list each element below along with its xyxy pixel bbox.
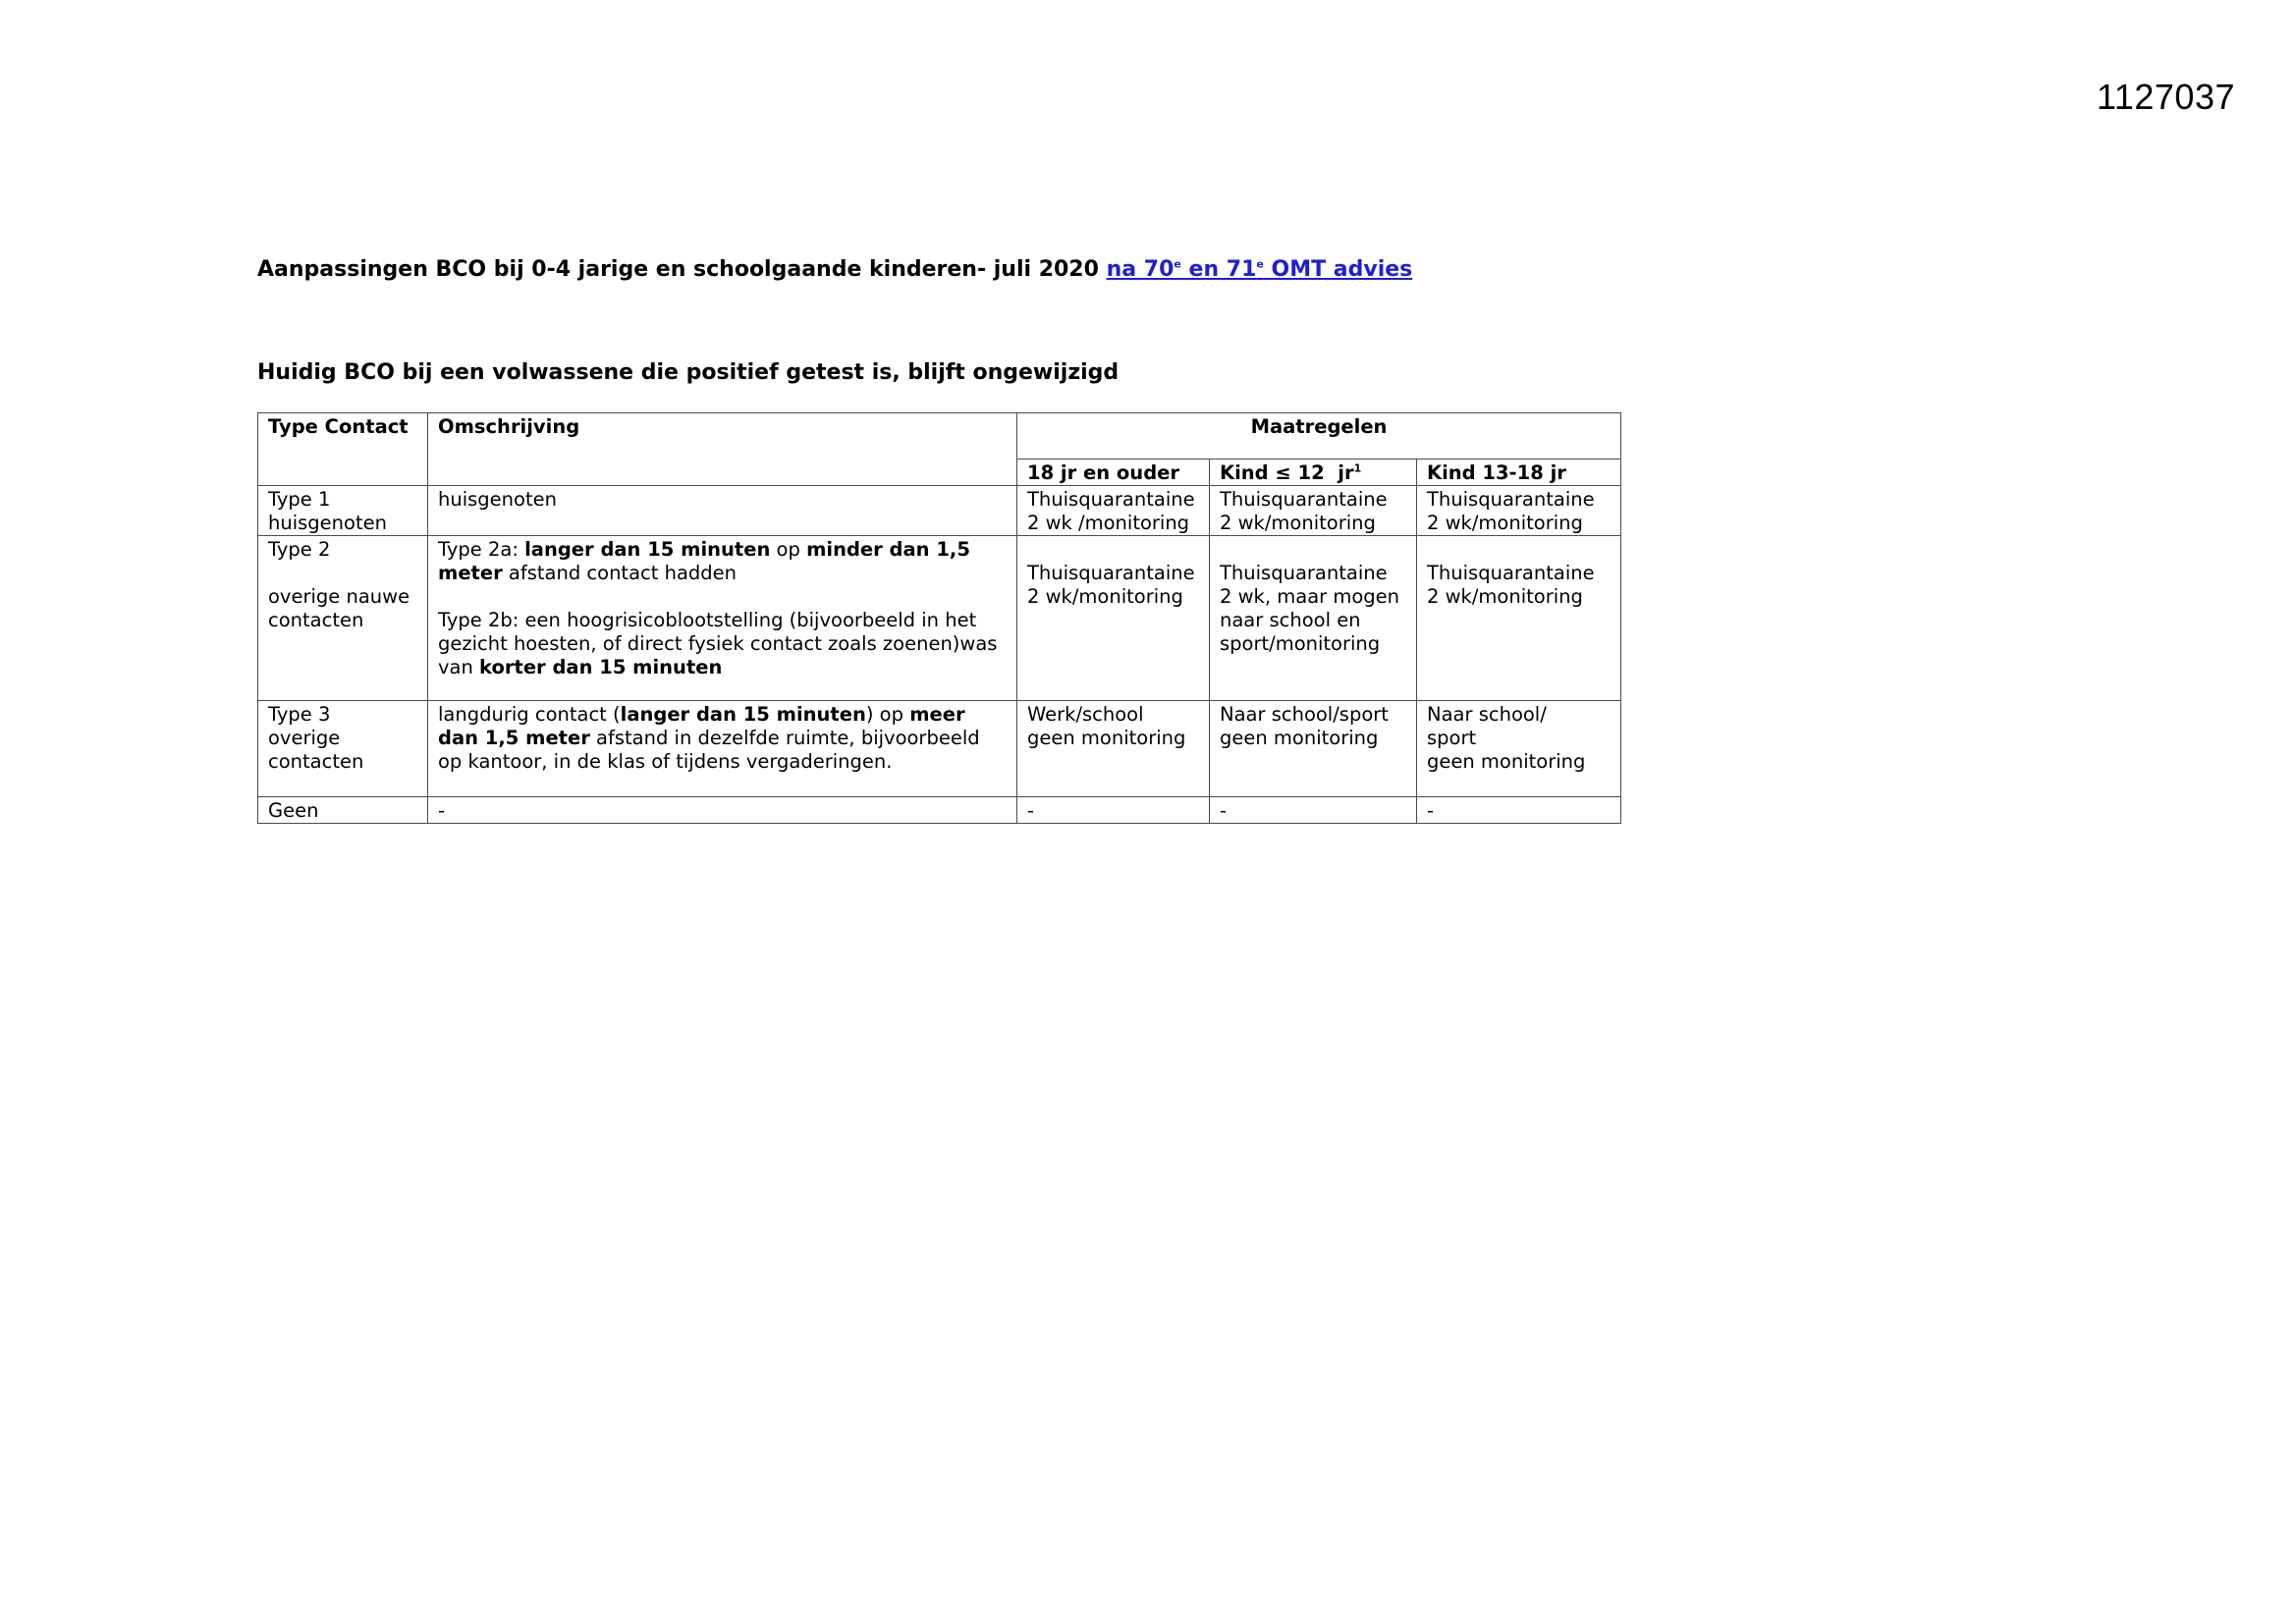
footnote-marker: 1: [1353, 461, 1362, 475]
child13-18-measure-cell: Thuisquarantaine 2 wk/monitoring: [1417, 536, 1621, 701]
header-omschrijving: Omschrijving: [428, 413, 1017, 486]
description-cell: -: [428, 797, 1017, 824]
bco-measures-table: [257, 412, 1621, 824]
child12-measure-cell: Thuisquarantaine 2 wk, maar mogen naar school en sport/monitoring: [1210, 536, 1417, 701]
child12-measure-cell: Thuisquarantaine 2 wk/monitoring: [1210, 486, 1417, 536]
type-cell: Type 1 huisgenoten: [258, 486, 428, 536]
description-type-2a: Type 2a: langer dan 15 minuten op minder dan 1,5 meter afstand contact hadden: [438, 538, 970, 584]
header-child-12: Kind ≤ 12 jr$^1$: [1210, 460, 1417, 486]
type-cell: Geen: [258, 797, 428, 824]
child13-18-measure-cell: Naar school/ sport geen monitoring: [1417, 701, 1621, 797]
table-row: [258, 536, 1621, 701]
table-row: [258, 486, 1621, 536]
child12-measure-cell: -: [1210, 797, 1417, 824]
child13-18-measure-cell: -: [1417, 797, 1621, 824]
description-cell: langdurig contact (langer dan 15 minuten) op meer dan 1,5 meter afstand in dezelfde ruimte, bijvoorbeeld op kantoor, in de klas of tijdens vergaderingen.: [428, 701, 1017, 797]
description-cell: [428, 536, 1017, 701]
document-number: 1127037: [2097, 77, 2235, 117]
table-row: [258, 797, 1621, 824]
adult-measure-cell: Thuisquarantaine 2 wk /monitoring: [1017, 486, 1210, 536]
header-child-13-18: Kind 13-18 jr: [1417, 460, 1621, 486]
child13-18-measure-cell: Thuisquarantaine 2 wk/monitoring: [1417, 486, 1621, 536]
header-adult: 18 jr en ouder: [1017, 460, 1210, 486]
description-type-2b: Type 2b: een hoogrisicoblootstelling (bijvoorbeeld in het gezicht hoesten, of direct fysiek contact zoals zoenen)was van korter dan 15 minuten: [438, 609, 998, 678]
title-text: Aanpassingen BCO bij 0-4 jarige en schoolgaande kinderen- juli 2020: [257, 257, 1107, 282]
document-title: [257, 257, 1412, 282]
description-cell: huisgenoten: [428, 486, 1017, 536]
table-header-row: [258, 413, 1621, 460]
header-maatregelen: Maatregelen: [1017, 413, 1621, 460]
type-cell: Type 3 overige contacten: [258, 701, 428, 797]
document-subtitle: Huidig BCO bij een volwassene die positief getest is, blijft ongewijzigd: [257, 360, 1120, 385]
header-type-contact: Type Contact: [258, 413, 428, 486]
child12-measure-cell: Naar school/sport geen monitoring: [1210, 701, 1417, 797]
adult-measure-cell: Werk/school geen monitoring: [1017, 701, 1210, 797]
adult-measure-cell: Thuisquarantaine 2 wk/monitoring: [1017, 536, 1210, 701]
omt-advice-link[interactable]: na 70e en 71e OMT advies: [1106, 257, 1413, 282]
adult-measure-cell: -: [1017, 797, 1210, 824]
type-cell: Type 2 overige nauwe contacten: [258, 536, 428, 701]
table-row: [258, 701, 1621, 797]
